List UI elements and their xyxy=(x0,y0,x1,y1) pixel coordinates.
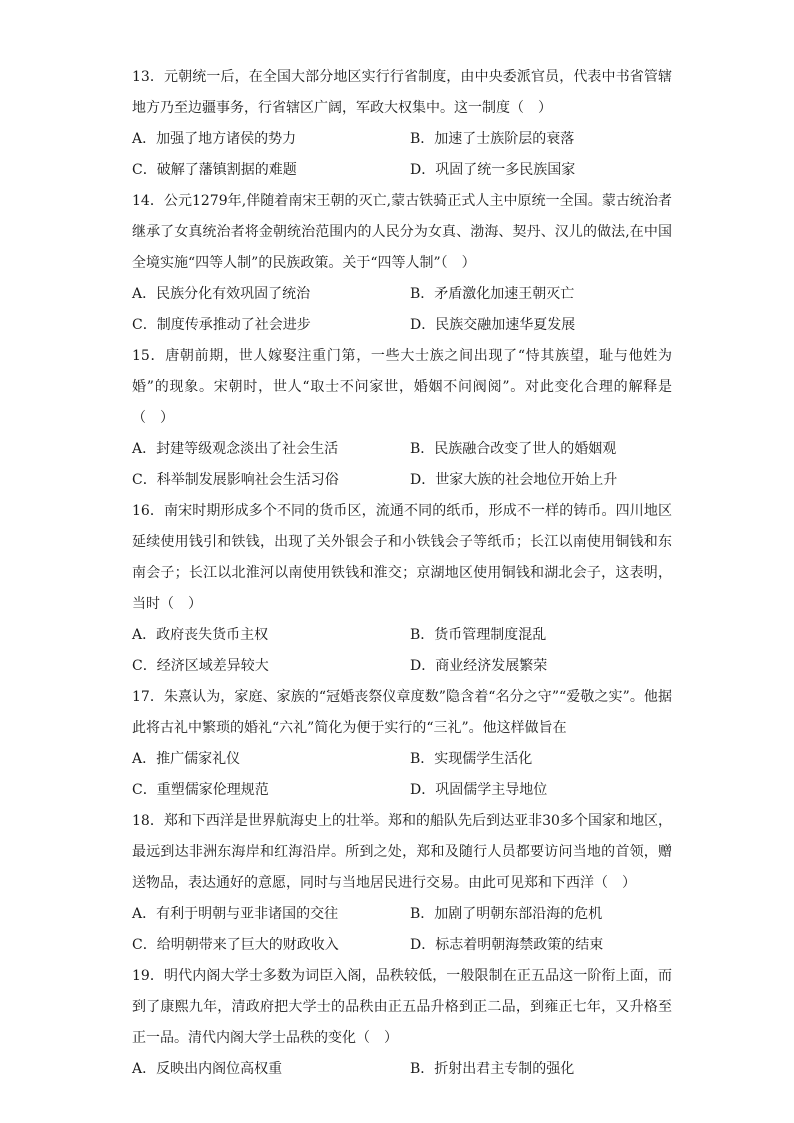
option-c: C．制度传承推动了社会进步 xyxy=(132,317,311,333)
option-a: A．政府丧失货币主权 xyxy=(132,627,269,643)
options xyxy=(132,744,672,806)
options xyxy=(132,899,672,961)
question-19 xyxy=(132,961,672,1085)
question-18 xyxy=(132,806,672,961)
question-stem: 15．唐朝前期，世人嫁娶注重门第，一些大士族之间出现了“恃其族望，耻与他姓为婚”的现象。宋朝时，世人“取士不问家世，婚姻不问阀阅”。对此变化合理的解释是（ ） xyxy=(132,348,672,426)
option-d: D．巩固儒学主导地位 xyxy=(410,782,548,798)
question-17 xyxy=(132,682,672,806)
options xyxy=(132,434,672,496)
option-a: A．有利于明朝与亚非诸国的交往 xyxy=(132,906,339,922)
question-stem: 13．元朝统一后，在全国大部分地区实行行省制度，由中央委派官员，代表中书省管辖地方乃至边疆事务，行省辖区广阔，军政大权集中。这一制度（ ） xyxy=(132,69,672,116)
option-d: D．民族交融加速华夏发展 xyxy=(410,317,576,333)
option-c: C．给明朝带来了巨大的财政收入 xyxy=(132,937,339,953)
options xyxy=(132,279,672,341)
option-c: C．经济区域差异较大 xyxy=(132,658,269,674)
options xyxy=(132,1054,672,1085)
question-stem: 19．明代内阁大学士多数为词臣入阁，品秩较低，一般限制在正五品这一阶衔上面，而到了康熙九年，清政府把大学士的品秩由正五品升格到正二品，到雍正七年，又升格至正一品。清代内阁大学士品秩的变化（ ） xyxy=(132,968,672,1046)
options xyxy=(132,620,672,682)
option-b: B．货币管理制度混乱 xyxy=(410,627,547,643)
question-13 xyxy=(132,62,672,186)
option-b: B．加速了士族阶层的衰落 xyxy=(410,131,575,147)
option-b: B．加剧了明朝东部沿海的危机 xyxy=(410,906,603,922)
option-b: B．矛盾激化加速王朝灭亡 xyxy=(410,286,575,302)
option-b: B．民族融合改变了世人的婚姻观 xyxy=(410,441,617,457)
question-stem: 18．郑和下西洋是世界航海史上的壮举。郑和的船队先后到达亚非30多个国家和地区，最远到达非洲东海岸和红海沿岸。所到之处，郑和及随行人员都要访问当地的首领，赠送物品，表达通好的意愿，同时与当地居民进行交易。由此可见郑和下西洋（ ） xyxy=(132,813,672,891)
option-a: A．加强了地方诸侯的势力 xyxy=(132,131,297,147)
option-d: D．商业经济发展繁荣 xyxy=(410,658,548,674)
option-a: A．反映出内阁位高权重 xyxy=(132,1061,283,1077)
option-b: B．实现儒学生活化 xyxy=(410,751,533,767)
option-d: D．世家大族的社会地位开始上升 xyxy=(410,472,618,488)
option-a: A．民族分化有效巩固了统治 xyxy=(132,286,311,302)
option-c: C．重塑儒家伦理规范 xyxy=(132,782,269,798)
question-stem: 14．公元1279年,伴随着南宋王朝的灭亡,蒙古铁骑正式人主中原统一全国。蒙古统治者继承了女真统治者将金朝统治范围内的人民分为女真、渤海、契丹、汉儿的做法,在中国全境实施“四等人制”的民族政策。关于“四等人制”（ ） xyxy=(132,193,672,271)
option-a: A．推广儒家礼仪 xyxy=(132,751,241,767)
option-b: B．折射出君主专制的强化 xyxy=(410,1061,575,1077)
question-15 xyxy=(132,341,672,496)
question-16 xyxy=(132,496,672,682)
question-page xyxy=(132,62,672,1085)
option-c: C．科举制发展影响社会生活习俗 xyxy=(132,472,339,488)
question-stem: 17．朱熹认为，家庭、家族的“冠婚丧祭仪章度数”隐含着“名分之守”“爱敬之实”。他据此将古礼中繁琐的婚礼“六礼”简化为便于实行的“三礼”。他这样做旨在 xyxy=(132,689,672,736)
option-d: D．巩固了统一多民族国家 xyxy=(410,162,576,178)
option-c: C．破解了藩镇割据的难题 xyxy=(132,162,297,178)
option-d: D．标志着明朝海禁政策的结束 xyxy=(410,937,604,953)
question-14 xyxy=(132,186,672,341)
option-a: A．封建等级观念淡出了社会生活 xyxy=(132,441,339,457)
options xyxy=(132,124,672,186)
question-stem: 16．南宋时期形成多个不同的货币区，流通不同的纸币，形成不一样的铸币。四川地区延续使用钱引和铁钱，出现了关外银会子和小铁钱会子等纸币；长江以南使用铜钱和东南会子；长江以北淮河以南使用铁钱和淮交；京湖地区使用铜钱和湖北会子，这表明，当时（ ） xyxy=(132,503,672,612)
